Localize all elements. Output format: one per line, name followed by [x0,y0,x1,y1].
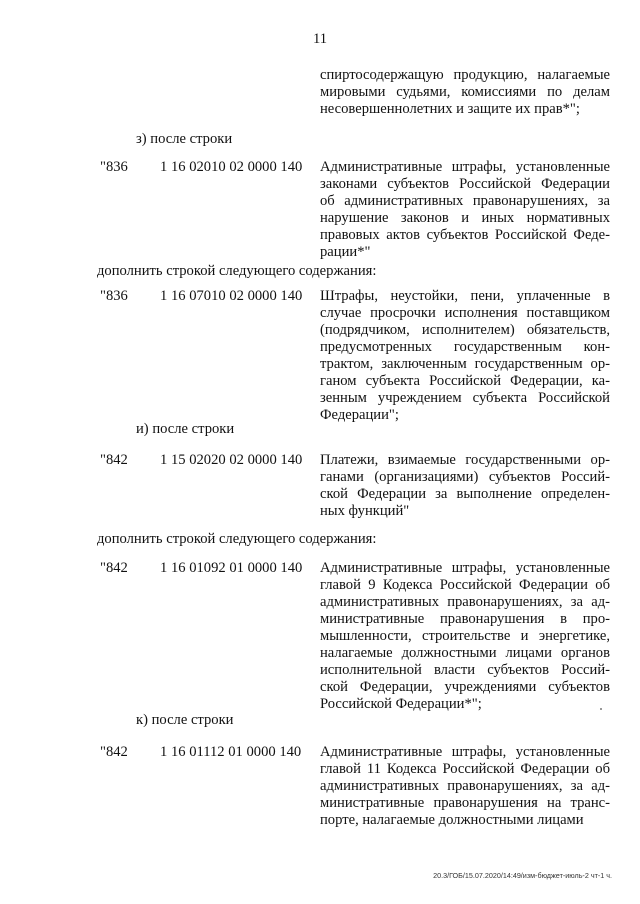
instruction-z: з) после строки [136,131,233,147]
text-line: Административные штрафы, установленные [320,744,610,760]
add-line-instruction-2: дополнить строкой следующего содержания: [97,531,377,547]
instruction-i: и) после строки [136,421,235,437]
row5-kbk: 1 16 01112 01 0000 140 [160,744,302,760]
row2-description [320,288,610,424]
text-line: законами субъектов Российской Федерации [320,176,610,192]
text-line: министративные правонарушения в про- [320,611,610,627]
row4-code: "842 [100,560,128,576]
text-line: порте, налагаемые должностными лицами [320,812,584,828]
add-line-instruction-1: дополнить строкой следующего содержания: [97,263,377,279]
text-line: Платежи, взимаемые государственными ор- [320,452,610,468]
text-line: ской Федерации, учреждениями субъектов [320,679,610,695]
text-line: административных правонарушениях, за ад- [320,594,610,610]
text-line: ганом субъекта Российской Федерации, ка- [320,373,610,389]
row4-description [320,560,610,713]
text-line: Федерации"; [320,407,399,423]
text-line: главой 9 Кодекса Российской Федерации об [320,577,610,593]
text-line: административных правонарушениях, за ад- [320,778,610,794]
text-line: Административные штрафы, установленные [320,159,610,175]
text-line: налагаемые должностными лицами органов [320,645,610,661]
text-line: рации*" [320,244,371,260]
text-line: главой 11 Кодекса Российской Федерации об [320,761,610,777]
instruction-k: к) после строки [136,712,234,728]
text-line: исполнительной власти субъектов Россий- [320,662,610,678]
text-line: ганами (организациями) субъектов Россий- [320,469,610,485]
row2-code: "836 [100,288,128,304]
text-line: зенным учреждением субъекта Российской [320,390,610,406]
scan-speck [600,708,602,710]
text-line: Административные штрафы, установленные [320,560,610,576]
text-line: ных функций" [320,503,410,519]
row1-description [320,159,610,261]
text-line: мировыми судьями, комиссиями по делам [320,84,610,100]
page-number: 11 [312,31,328,47]
row3-description [320,452,610,520]
row3-code: "842 [100,452,128,468]
row2-kbk: 1 16 07010 02 0000 140 [160,288,303,304]
text-line: министративные правонарушения на транс- [320,795,610,811]
text-line: мышленности, строительстве и энергетике, [320,628,610,644]
text-line: Штрафы, неустойки, пени, уплаченные в [320,288,610,304]
text-line: ской Федерации за выполнение определен- [320,486,610,502]
row3-kbk: 1 15 02020 02 0000 140 [160,452,303,468]
text-line: об административных правонарушениях, за [320,193,610,209]
text-line: (подрядчиком, исполнителем) обязательств, [320,322,610,338]
text-line: правовых актов субъектов Российской Феде- [320,227,610,243]
text-line: предусмотренных государственным кон- [320,339,610,355]
row5-description [320,744,610,829]
continuation-text [320,67,610,118]
text-line: спиртосодержащую продукцию, налагаемые [320,67,610,83]
text-line: нарушение законов и иных нормативных [320,210,610,226]
row1-kbk: 1 16 02010 02 0000 140 [160,159,303,175]
document-footer: 20.3/ГОБ/15.07.2020/14:49/изм-бюджет-июль-2 чт-1 ч. [433,871,612,880]
text-line: Российской Федерации*"; [320,696,482,712]
row1-code: "836 [100,159,128,175]
row5-code: "842 [100,744,128,760]
text-line: случае просрочки исполнения поставщиком [320,305,610,321]
text-line: трактом, заключенным государственным ор- [320,356,610,372]
row4-kbk: 1 16 01092 01 0000 140 [160,560,303,576]
text-line: несовершеннолетних и защите их прав*"; [320,101,580,117]
